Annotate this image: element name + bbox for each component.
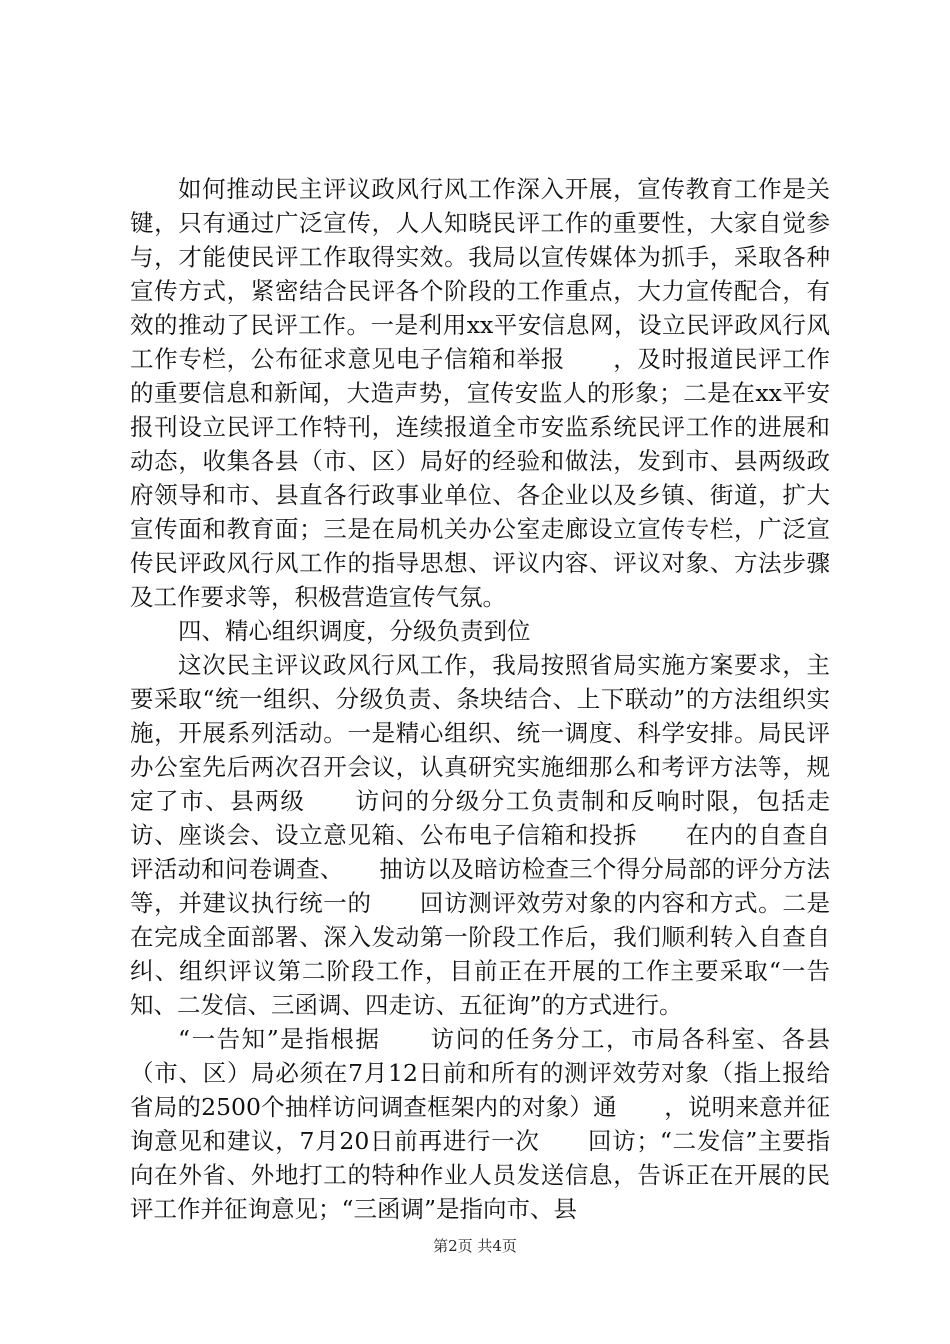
page-number-footer: 第2页 共4页 — [433, 1237, 517, 1255]
document-body — [130, 172, 830, 1226]
paragraph-organization: 这次民主评议政风行风工作，我局按照省局实施方案要求，主要采取“统一组织、分级负责、条块结合、上下联动”的方法组织实施，开展系列活动。一是精心组织、统一调度、科学安排。局民评办公室先后两次召开会议，认真研究实施细那么和考评方法等，规定了市、县两级 访问的分级分工负责制和反响时限，包括走访、座谈会、设立意见箱、公布电子信箱和投拆 在内的自查自评活动和问卷调查、 抽访以及暗访检查三个得分局部的评分方法等，并建议执行统一的 回访测评效劳对象的内容和方式。二是在完成全面部署、深入发动第一阶段工作后，我们顺利转入自查自纠、组织评议第二阶段工作，目前正在开展的工作主要采取“一告知、二发信、三函调、四走访、五征询”的方式进行。 — [130, 651, 830, 1019]
paragraph-notification: “一告知”是指根据 访问的任务分工，市局各科室、各县（市、区）局必须在7月12日前和所有的测评效劳对象（指上报给省局的2500个抽样访问调查框架内的对象）通 ，说明来意并征询意见和建议，7月20日前再进行一次 回访；“二发信”主要指向在外省、外地打工的特种作业人员发送信息，告诉正在开展的民评工作并征询意见；“三函调”是指向市、县 — [130, 1025, 830, 1223]
paragraph-publicity: 如何推动民主评议政风行风工作深入开展，宣传教育工作是关键，只有通过广泛宣传，人人知晓民评工作的重要性，大家自觉参与，才能使民评工作取得实效。我局以宣传媒体为抓手，采取各种宣传方式，紧密结合民评各个阶段的工作重点，大力宣传配合，有效的推动了民评工作。一是利用xx平安信息网，设立民评政风行风工作专栏，公布征求意见电子信箱和举报 ，及时报道民评工作的重要信息和新闻，大造声势，宣传安监人的形象；二是在xx平安报刊设立民评工作特刊，连续报道全市安监系统民评工作的进展和动态，收集各县（市、区）局好的经验和做法，发到市、县两级政府领导和市、县直各行政事业单位、各企业以及乡镇、街道，扩大宣传面和教育面；三是在局机关办公室走廊设立宣传专栏，广泛宣传民评政风行风工作的指导思想、评议内容、评议对象、方法步骤及工作要求等，积极营造宣传气氛。 — [130, 175, 830, 611]
section-heading-four: 四、精心组织调度，分级负责到位 — [178, 617, 531, 645]
